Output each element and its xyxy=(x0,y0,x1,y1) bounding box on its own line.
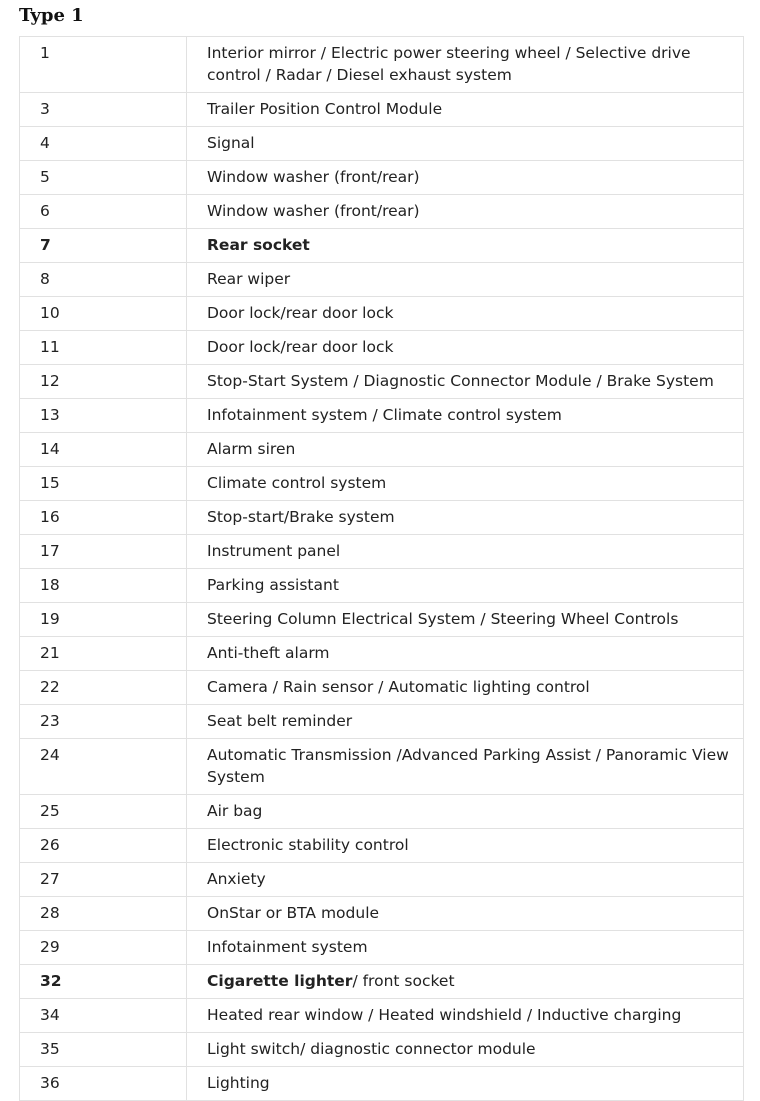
fuse-table xyxy=(19,36,744,1101)
table-row xyxy=(20,229,744,263)
fuse-number: 1 xyxy=(20,37,187,93)
table-row xyxy=(20,331,744,365)
table-row xyxy=(20,195,744,229)
table-row xyxy=(20,863,744,897)
fuse-number: 36 xyxy=(20,1067,187,1101)
table-row xyxy=(20,501,744,535)
fuse-description: Seat belt reminder xyxy=(187,705,744,739)
section-heading: Type 1 xyxy=(19,5,84,26)
fuse-number: 10 xyxy=(20,297,187,331)
fuse-description: Steering Column Electrical System / Steering Wheel Controls xyxy=(187,603,744,637)
fuse-description: Air bag xyxy=(187,795,744,829)
fuse-description: Window washer (front/rear) xyxy=(187,195,744,229)
fuse-description xyxy=(187,965,744,999)
fuse-number: 21 xyxy=(20,637,187,671)
table-row xyxy=(20,1033,744,1067)
fuse-number: 5 xyxy=(20,161,187,195)
fuse-number: 26 xyxy=(20,829,187,863)
table-row xyxy=(20,795,744,829)
fuse-description: Infotainment system / Climate control system xyxy=(187,399,744,433)
fuse-description: Door lock/rear door lock xyxy=(187,297,744,331)
table-row xyxy=(20,1067,744,1101)
fuse-number: 13 xyxy=(20,399,187,433)
table-row xyxy=(20,671,744,705)
fuse-number: 34 xyxy=(20,999,187,1033)
table-row xyxy=(20,637,744,671)
table-row xyxy=(20,603,744,637)
fuse-number: 3 xyxy=(20,93,187,127)
fuse-description: Stop-Start System / Diagnostic Connector Module / Brake System xyxy=(187,365,744,399)
fuse-description: Rear wiper xyxy=(187,263,744,297)
fuse-number: 24 xyxy=(20,739,187,795)
fuse-description: Anxiety xyxy=(187,863,744,897)
fuse-number: 16 xyxy=(20,501,187,535)
fuse-number: 32 xyxy=(20,965,187,999)
fuse-number: 23 xyxy=(20,705,187,739)
table-row xyxy=(20,829,744,863)
fuse-number: 27 xyxy=(20,863,187,897)
fuse-description: Camera / Rain sensor / Automatic lighting control xyxy=(187,671,744,705)
fuse-number: 8 xyxy=(20,263,187,297)
fuse-description: Parking assistant xyxy=(187,569,744,603)
fuse-number: 28 xyxy=(20,897,187,931)
fuse-number: 7 xyxy=(20,229,187,263)
fuse-number: 12 xyxy=(20,365,187,399)
fuse-description: Trailer Position Control Module xyxy=(187,93,744,127)
fuse-number: 25 xyxy=(20,795,187,829)
table-row xyxy=(20,931,744,965)
fuse-description: Climate control system xyxy=(187,467,744,501)
fuse-description: Infotainment system xyxy=(187,931,744,965)
fuse-description: Automatic Transmission /Advanced Parking Assist / Panoramic View System xyxy=(187,739,744,795)
fuse-description: Door lock/rear door lock xyxy=(187,331,744,365)
table-row xyxy=(20,705,744,739)
fuse-description: Rear socket xyxy=(187,229,744,263)
fuse-description-rest: / front socket xyxy=(352,972,455,990)
fuse-description: Instrument panel xyxy=(187,535,744,569)
fuse-description: Heated rear window / Heated windshield / Inductive charging xyxy=(187,999,744,1033)
fuse-description: Light switch/ diagnostic connector module xyxy=(187,1033,744,1067)
fuse-number: 22 xyxy=(20,671,187,705)
table-row xyxy=(20,897,744,931)
fuse-number: 29 xyxy=(20,931,187,965)
table-row xyxy=(20,297,744,331)
fuse-number: 15 xyxy=(20,467,187,501)
fuse-description: Alarm siren xyxy=(187,433,744,467)
fuse-description: Interior mirror / Electric power steering wheel / Selective drive control / Radar / Diesel exhaust system xyxy=(187,37,744,93)
fuse-description: Window washer (front/rear) xyxy=(187,161,744,195)
table-row xyxy=(20,399,744,433)
fuse-description: Stop-start/Brake system xyxy=(187,501,744,535)
fuse-description-bold: Cigarette lighter xyxy=(207,972,353,990)
fuse-number: 18 xyxy=(20,569,187,603)
fuse-description: OnStar or BTA module xyxy=(187,897,744,931)
fuse-number: 14 xyxy=(20,433,187,467)
fuse-description: Lighting xyxy=(187,1067,744,1101)
table-row xyxy=(20,965,744,999)
fuse-description: Anti-theft alarm xyxy=(187,637,744,671)
table-row xyxy=(20,999,744,1033)
fuse-number: 4 xyxy=(20,127,187,161)
table-row xyxy=(20,365,744,399)
fuse-number: 6 xyxy=(20,195,187,229)
fuse-number: 19 xyxy=(20,603,187,637)
table-row xyxy=(20,127,744,161)
table-row xyxy=(20,433,744,467)
table-row xyxy=(20,263,744,297)
table-row xyxy=(20,93,744,127)
table-row xyxy=(20,161,744,195)
fuse-description: Signal xyxy=(187,127,744,161)
fuse-description: Electronic stability control xyxy=(187,829,744,863)
fuse-number: 17 xyxy=(20,535,187,569)
table-row xyxy=(20,739,744,795)
fuse-number: 35 xyxy=(20,1033,187,1067)
table-row xyxy=(20,535,744,569)
fuse-number: 11 xyxy=(20,331,187,365)
table-row xyxy=(20,569,744,603)
table-row xyxy=(20,467,744,501)
table-row xyxy=(20,37,744,93)
